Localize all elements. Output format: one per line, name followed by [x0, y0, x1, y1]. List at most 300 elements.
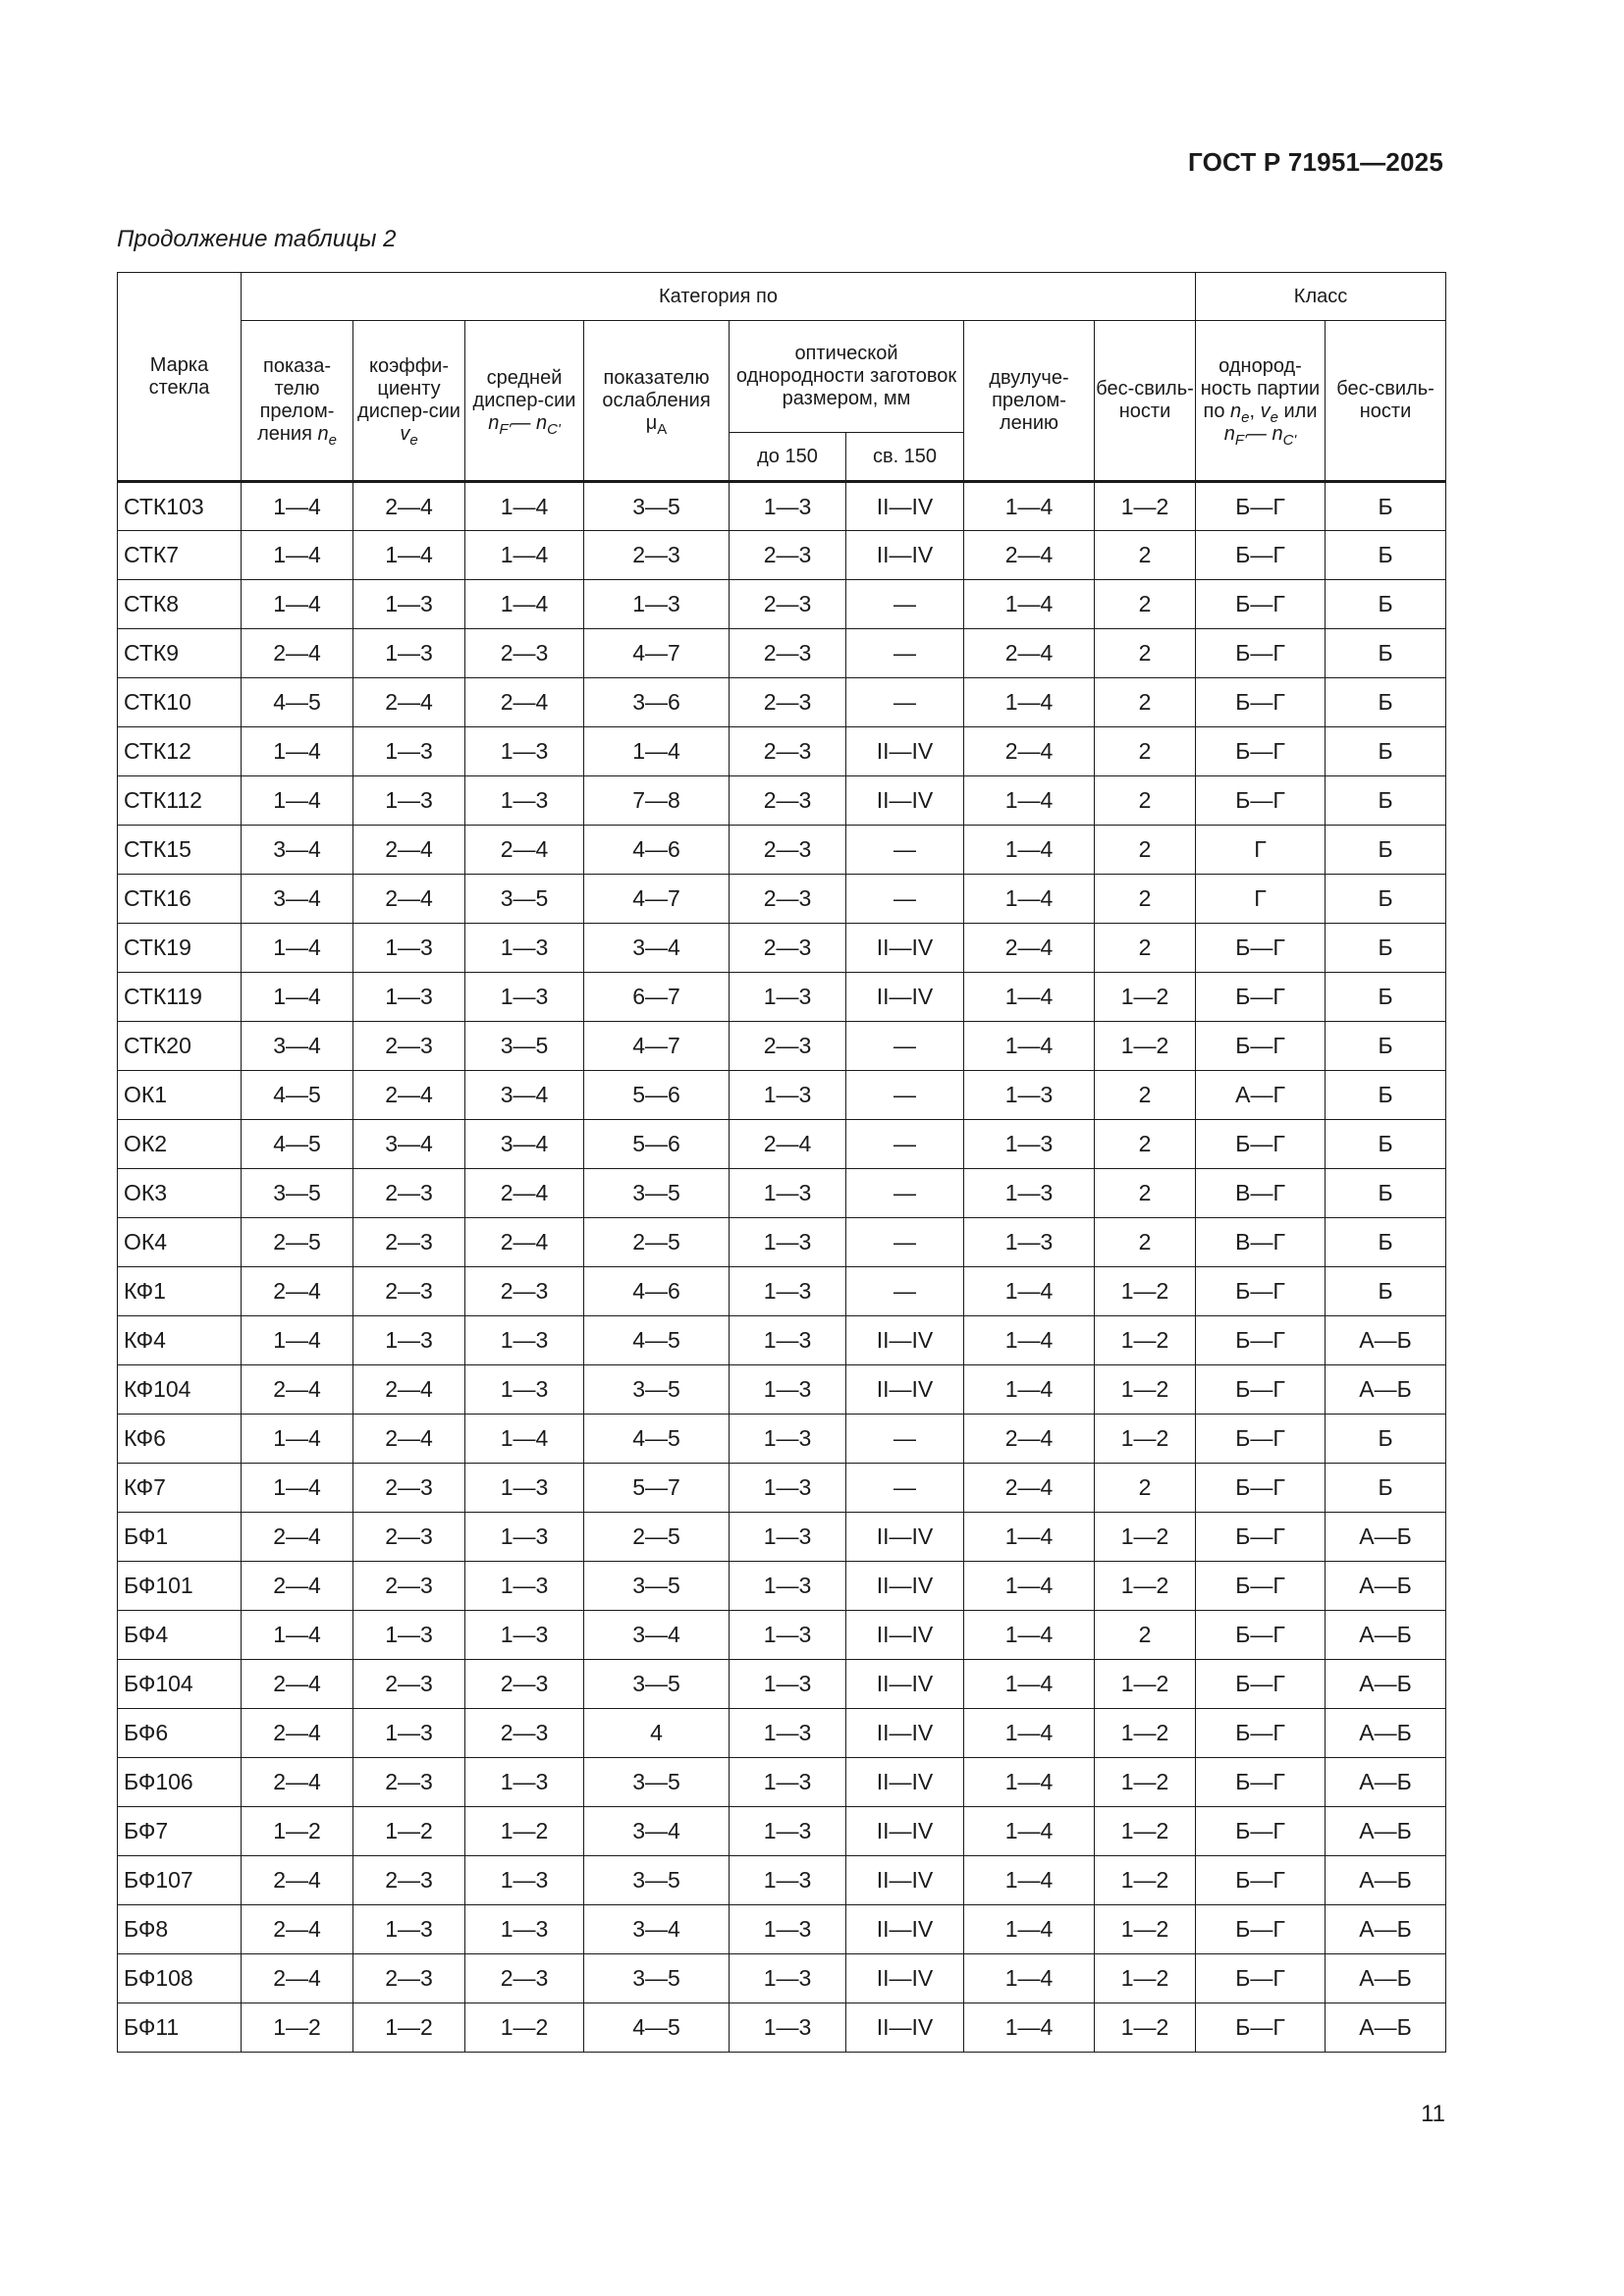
glass-mark-cell: БФ7 [118, 1807, 242, 1856]
table-cell: 1—3 [730, 1709, 846, 1758]
table-cell: 1—2 [1095, 1807, 1196, 1856]
table-cell: 3—5 [584, 1856, 730, 1905]
table-cell: Б—Г [1196, 1660, 1326, 1709]
table-cell: 1—4 [964, 1611, 1095, 1660]
table-row [118, 1807, 1446, 1856]
table-cell: 1—2 [1095, 482, 1196, 531]
table-cell: 1—2 [1095, 1660, 1196, 1709]
table-cell: 1—2 [1095, 973, 1196, 1022]
table-cell: 2—4 [964, 924, 1095, 973]
table-cell: 1—4 [964, 1758, 1095, 1807]
glass-mark-cell: СТК8 [118, 580, 242, 629]
table-cell: 2—4 [242, 629, 353, 678]
table-cell: 1—3 [353, 1905, 465, 1954]
table-cell: 1—3 [353, 629, 465, 678]
table-cell: 2 [1095, 629, 1196, 678]
table-cell: Б—Г [1196, 531, 1326, 580]
table-cell: 5—7 [584, 1464, 730, 1513]
table-cell: 1—3 [730, 1267, 846, 1316]
table-row [118, 1758, 1446, 1807]
table-cell: 2—3 [353, 1954, 465, 2003]
table-row [118, 1120, 1446, 1169]
table-row [118, 1856, 1446, 1905]
table-cell: 1—4 [242, 1464, 353, 1513]
table-cell: 2—4 [353, 875, 465, 924]
table-cell: 3—5 [584, 1365, 730, 1415]
table-cell: 1—2 [1095, 1954, 1196, 2003]
table-cell: Б [1326, 1071, 1446, 1120]
table-cell: 2—3 [353, 1022, 465, 1071]
table-cell: 2 [1095, 1120, 1196, 1169]
table-cell: 1—4 [465, 1415, 584, 1464]
table-cell: Б [1326, 1120, 1446, 1169]
table-cell: Б—Г [1196, 1758, 1326, 1807]
header-dispersion-coefficient: коэффи-циенту диспер-сии $v_e$ [353, 321, 465, 482]
table-cell: 6—7 [584, 973, 730, 1022]
table-cell: II—IV [846, 1562, 964, 1611]
table-row [118, 1464, 1446, 1513]
table-cell: 2—4 [465, 678, 584, 727]
table-cell: В—Г [1196, 1218, 1326, 1267]
table-cell: II—IV [846, 1856, 964, 1905]
table-cell: — [846, 1415, 964, 1464]
table-cell: 3—5 [584, 1562, 730, 1611]
table-cell: 1—3 [353, 580, 465, 629]
table-cell: — [846, 1464, 964, 1513]
table-cell: 3—4 [584, 1905, 730, 1954]
table-cell: Б—Г [1196, 678, 1326, 727]
table-cell: 1—3 [353, 924, 465, 973]
glass-mark-cell: СТК15 [118, 826, 242, 875]
table-row [118, 1562, 1446, 1611]
table-cell: — [846, 580, 964, 629]
table-cell: 4—6 [584, 1267, 730, 1316]
table-cell: 4—5 [584, 1316, 730, 1365]
table-cell: II—IV [846, 727, 964, 776]
table-cell: 1—2 [242, 1807, 353, 1856]
table-cell: 3—4 [584, 924, 730, 973]
table-cell: 1—3 [730, 1415, 846, 1464]
table-cell: 2—3 [730, 776, 846, 826]
table-cell: Б [1326, 580, 1446, 629]
glass-mark-cell: СТК9 [118, 629, 242, 678]
table-cell: 1—4 [465, 531, 584, 580]
glass-mark-cell: КФ1 [118, 1267, 242, 1316]
table-row [118, 727, 1446, 776]
table-cell: 3—5 [584, 1758, 730, 1807]
table-cell: Б [1326, 1415, 1446, 1464]
table-cell: 1—4 [964, 1954, 1095, 2003]
table-cell: 1—4 [242, 1316, 353, 1365]
table-cell: — [846, 826, 964, 875]
header-attenuation: показателю ослабления $\mu_A$ [584, 321, 730, 482]
header-batch-homogeneity: однород-ность партии по $n_e$, $v_e$ или $n_{F'}—$ $n_{C'}$ [1196, 321, 1326, 482]
glass-mark-cell: СТК103 [118, 482, 242, 531]
table-cell: 1—3 [465, 1316, 584, 1365]
table-cell: 2—4 [465, 1218, 584, 1267]
table-cell: 2—4 [242, 1856, 353, 1905]
glass-mark-cell: ОК2 [118, 1120, 242, 1169]
table-cell: А—Б [1326, 1709, 1446, 1758]
table-cell: 1—3 [353, 1611, 465, 1660]
table-cell: 2—3 [465, 1709, 584, 1758]
table-cell: Б—Г [1196, 1415, 1326, 1464]
table-cell: 4—6 [584, 826, 730, 875]
table-cell: 3—4 [242, 875, 353, 924]
table-cell: 4—5 [584, 2003, 730, 2053]
table-cell: 2 [1095, 826, 1196, 875]
table-row [118, 1365, 1446, 1415]
table-row [118, 1513, 1446, 1562]
table-cell: Б—Г [1196, 924, 1326, 973]
table-cell: II—IV [846, 2003, 964, 2053]
table-cell: 1—3 [465, 1758, 584, 1807]
glass-mark-cell: ОК3 [118, 1169, 242, 1218]
table-row [118, 875, 1446, 924]
table-row [118, 1709, 1446, 1758]
table-cell: 1—2 [353, 2003, 465, 2053]
table-row [118, 826, 1446, 875]
table-cell: 2 [1095, 1169, 1196, 1218]
table-cell: II—IV [846, 973, 964, 1022]
table-cell: Б [1326, 727, 1446, 776]
table-cell: 3—4 [353, 1120, 465, 1169]
table-cell: Б—Г [1196, 1316, 1326, 1365]
table-cell: 4—7 [584, 875, 730, 924]
table-cell: 1—2 [1095, 1513, 1196, 1562]
table-cell: Б [1326, 1464, 1446, 1513]
table-cell: 1—4 [242, 973, 353, 1022]
table-row [118, 1267, 1446, 1316]
glass-mark-cell: КФ6 [118, 1415, 242, 1464]
table-cell: 4—5 [584, 1415, 730, 1464]
table-cell: 2—3 [353, 1660, 465, 1709]
table-cell: 4—5 [242, 1071, 353, 1120]
table-row [118, 482, 1446, 531]
table-cell: А—Б [1326, 1758, 1446, 1807]
table-cell: 5—6 [584, 1120, 730, 1169]
table-cell: 2—3 [730, 678, 846, 727]
table-cell: 1—4 [242, 776, 353, 826]
table-cell: Б—Г [1196, 1464, 1326, 1513]
table-cell: 2 [1095, 1464, 1196, 1513]
table-cell: 1—3 [730, 1365, 846, 1415]
table-cell: Б [1326, 482, 1446, 531]
table-cell: Б [1326, 776, 1446, 826]
table-cell: А—Б [1326, 1856, 1446, 1905]
table-cell: 1—3 [730, 1807, 846, 1856]
table-row [118, 924, 1446, 973]
table-cell: 2—4 [242, 1513, 353, 1562]
glass-mark-cell: БФ11 [118, 2003, 242, 2053]
table-cell: Б—Г [1196, 2003, 1326, 2053]
table-cell: — [846, 1169, 964, 1218]
table-cell: II—IV [846, 1660, 964, 1709]
table-cell: Б—Г [1196, 1365, 1326, 1415]
table-cell: 1—4 [964, 973, 1095, 1022]
table-cell: 2—4 [242, 1709, 353, 1758]
table-cell: А—Б [1326, 1905, 1446, 1954]
table-cell: 4—5 [242, 1120, 353, 1169]
header-striae-category: бес-свиль-ности [1095, 321, 1196, 482]
table-cell: II—IV [846, 924, 964, 973]
glass-mark-cell: СТК16 [118, 875, 242, 924]
table-cell: Б—Г [1196, 973, 1326, 1022]
table-cell: 1—3 [730, 482, 846, 531]
glass-mark-cell: БФ101 [118, 1562, 242, 1611]
table-cell: 1—4 [964, 1660, 1095, 1709]
table-body [118, 482, 1446, 2053]
table-cell: 1—3 [730, 2003, 846, 2053]
table-cell: В—Г [1196, 1169, 1326, 1218]
table-cell: II—IV [846, 1807, 964, 1856]
table-cell: 2—4 [242, 1365, 353, 1415]
table-cell: Б—Г [1196, 1807, 1326, 1856]
table-row [118, 629, 1446, 678]
table-cell: 1—3 [465, 727, 584, 776]
glass-mark-cell: СТК7 [118, 531, 242, 580]
header-birefringence: двулуче-прелом-лению [964, 321, 1095, 482]
table-cell: 1—4 [964, 1709, 1095, 1758]
table-cell: 2—4 [353, 1365, 465, 1415]
table-cell: 1—3 [730, 1856, 846, 1905]
table-row [118, 1169, 1446, 1218]
table-cell: 2—3 [465, 1660, 584, 1709]
table-cell: II—IV [846, 531, 964, 580]
table-cell: Б—Г [1196, 482, 1326, 531]
table-cell: 3—5 [242, 1169, 353, 1218]
table-row [118, 1218, 1446, 1267]
header-over-150: св. 150 [846, 433, 964, 482]
table-cell: Б—Г [1196, 776, 1326, 826]
table-cell: 1—2 [1095, 1709, 1196, 1758]
table-cell: Б—Г [1196, 1709, 1326, 1758]
glass-mark-cell: СТК12 [118, 727, 242, 776]
table-cell: 2 [1095, 776, 1196, 826]
table-cell: 4 [584, 1709, 730, 1758]
table-cell: — [846, 875, 964, 924]
table-cell: II—IV [846, 1316, 964, 1365]
glass-mark-cell: КФ4 [118, 1316, 242, 1365]
table-cell: 2—3 [353, 1218, 465, 1267]
table-cell: II—IV [846, 482, 964, 531]
table-header [118, 273, 1446, 482]
table-cell: 1—4 [465, 482, 584, 531]
table-cell: 1—2 [1095, 1856, 1196, 1905]
table-cell: 2—3 [353, 1513, 465, 1562]
table-cell: 1—3 [465, 924, 584, 973]
table-cell: 1—3 [730, 1316, 846, 1365]
table-cell: Б—Г [1196, 629, 1326, 678]
table-cell: 2—3 [353, 1464, 465, 1513]
table-cell: 1—3 [465, 1365, 584, 1415]
table-cell: 1—2 [353, 1807, 465, 1856]
page-number: 11 [1421, 2101, 1445, 2127]
table-cell: А—Б [1326, 1365, 1446, 1415]
table-cell: 1—2 [465, 1807, 584, 1856]
table-cell: 1—4 [964, 776, 1095, 826]
table-cell: 1—2 [242, 2003, 353, 2053]
table-cell: Б—Г [1196, 1954, 1326, 2003]
table-cell: 1—3 [353, 727, 465, 776]
glass-mark-cell: БФ8 [118, 1905, 242, 1954]
table-cell: 2—4 [353, 678, 465, 727]
table-cell: 3—6 [584, 678, 730, 727]
table-cell: 2—3 [730, 875, 846, 924]
table-cell: Б [1326, 1022, 1446, 1071]
table-cell: 2—3 [353, 1856, 465, 1905]
table-cell: 2—3 [730, 531, 846, 580]
table-cell: 3—5 [584, 1954, 730, 2003]
table-cell: 2—5 [242, 1218, 353, 1267]
table-cell: 2—4 [964, 1464, 1095, 1513]
table-cell: 1—4 [964, 1513, 1095, 1562]
table-cell: 1—3 [465, 973, 584, 1022]
table-cell: 2—3 [730, 629, 846, 678]
table-cell: 1—4 [964, 580, 1095, 629]
table-cell: 1—2 [1095, 1758, 1196, 1807]
table-cell: 1—3 [584, 580, 730, 629]
table-cell: 1—3 [353, 776, 465, 826]
table-cell: II—IV [846, 776, 964, 826]
table-cell: — [846, 1267, 964, 1316]
table-cell: — [846, 1218, 964, 1267]
table-cell: 1—4 [242, 531, 353, 580]
table-cell: 2 [1095, 1218, 1196, 1267]
table-cell: 2 [1095, 875, 1196, 924]
table-cell: 1—3 [964, 1169, 1095, 1218]
glass-mark-cell: СТК19 [118, 924, 242, 973]
table-cell: 1—2 [1095, 1022, 1196, 1071]
table-cell: — [846, 629, 964, 678]
table-caption: Продолжение таблицы 2 [117, 226, 397, 252]
table-cell: 2—3 [730, 580, 846, 629]
table-cell: 1—4 [964, 826, 1095, 875]
table-cell: 2—4 [242, 1267, 353, 1316]
table-cell: 2—3 [730, 727, 846, 776]
table-cell: 1—3 [730, 1611, 846, 1660]
table-cell: II—IV [846, 1709, 964, 1758]
table-cell: 1—3 [465, 1856, 584, 1905]
table-cell: II—IV [846, 1905, 964, 1954]
table-cell: 2—4 [964, 1415, 1095, 1464]
table-cell: 2—4 [242, 1660, 353, 1709]
table-row [118, 2003, 1446, 2053]
glass-mark-cell: СТК112 [118, 776, 242, 826]
table-cell: Б—Г [1196, 1611, 1326, 1660]
table-cell: 1—3 [353, 973, 465, 1022]
table-cell: 1—4 [242, 482, 353, 531]
glass-mark-cell: КФ104 [118, 1365, 242, 1415]
table-cell: 1—3 [730, 1513, 846, 1562]
table-cell: 1—4 [964, 678, 1095, 727]
table-cell: — [846, 1071, 964, 1120]
table-cell: 1—3 [353, 1709, 465, 1758]
table-cell: А—Г [1196, 1071, 1326, 1120]
table-cell: 1—2 [1095, 1267, 1196, 1316]
table-cell: 1—2 [465, 2003, 584, 2053]
glass-mark-cell: СТК20 [118, 1022, 242, 1071]
table-row [118, 776, 1446, 826]
table-cell: 3—4 [242, 826, 353, 875]
table-cell: 2—3 [353, 1562, 465, 1611]
table-cell: 1—4 [964, 1365, 1095, 1415]
header-striae-class: бес-свиль-ности [1326, 321, 1446, 482]
table-cell: 1—4 [465, 580, 584, 629]
glass-mark-cell: БФ104 [118, 1660, 242, 1709]
table-row [118, 1905, 1446, 1954]
table-cell: 2—4 [242, 1954, 353, 2003]
table-cell: 2—4 [242, 1905, 353, 1954]
table-cell: 2—3 [730, 1022, 846, 1071]
table-cell: 1—3 [730, 1562, 846, 1611]
table-row [118, 1611, 1446, 1660]
table-row [118, 580, 1446, 629]
table-cell: Б [1326, 531, 1446, 580]
table-cell: 2—3 [465, 1954, 584, 2003]
table-cell: II—IV [846, 1513, 964, 1562]
table-cell: II—IV [846, 1611, 964, 1660]
table-cell: 2—3 [353, 1267, 465, 1316]
table-cell: 2 [1095, 531, 1196, 580]
table-cell: Б—Г [1196, 727, 1326, 776]
table-cell: 1—3 [465, 1611, 584, 1660]
table-cell: 2 [1095, 580, 1196, 629]
table-cell: 1—3 [964, 1218, 1095, 1267]
table-cell: 3—5 [465, 875, 584, 924]
table-cell: 1—3 [730, 1758, 846, 1807]
header-category-group: Категория по [242, 273, 1196, 321]
table-cell: 1—4 [242, 727, 353, 776]
table-row [118, 1954, 1446, 2003]
glass-mark-cell: КФ7 [118, 1464, 242, 1513]
table-cell: 1—4 [242, 1415, 353, 1464]
table-cell: 1—4 [964, 1856, 1095, 1905]
table-cell: 1—3 [353, 1316, 465, 1365]
table-cell: 1—4 [964, 1807, 1095, 1856]
table-cell: 1—2 [1095, 1415, 1196, 1464]
table-cell: 3—5 [584, 482, 730, 531]
glass-mark-cell: БФ106 [118, 1758, 242, 1807]
table-cell: 2 [1095, 678, 1196, 727]
table-cell: 5—6 [584, 1071, 730, 1120]
table-cell: 1—3 [730, 973, 846, 1022]
table-cell: Б [1326, 1169, 1446, 1218]
table-cell: 1—3 [730, 1905, 846, 1954]
table-cell: 1—2 [1095, 1365, 1196, 1415]
table-cell: 1—3 [730, 1464, 846, 1513]
glass-mark-cell: БФ107 [118, 1856, 242, 1905]
table-cell: 2—5 [584, 1513, 730, 1562]
table-cell: Б [1326, 1218, 1446, 1267]
table-cell: 3—4 [465, 1120, 584, 1169]
table-cell: 1—3 [964, 1120, 1095, 1169]
table-cell: 2—3 [353, 1758, 465, 1807]
table-cell: 1—3 [964, 1071, 1095, 1120]
table-cell: 1—4 [964, 1316, 1095, 1365]
table-cell: 3—5 [584, 1169, 730, 1218]
table-cell: 3—5 [584, 1660, 730, 1709]
table-cell: А—Б [1326, 1807, 1446, 1856]
table-cell: 1—4 [964, 1267, 1095, 1316]
table-cell: — [846, 678, 964, 727]
table-cell: 1—3 [465, 1513, 584, 1562]
table-cell: 1—3 [730, 1954, 846, 2003]
table-cell: 1—4 [964, 1022, 1095, 1071]
table-row [118, 1316, 1446, 1365]
table-cell: 1—3 [730, 1660, 846, 1709]
table-cell: II—IV [846, 1758, 964, 1807]
